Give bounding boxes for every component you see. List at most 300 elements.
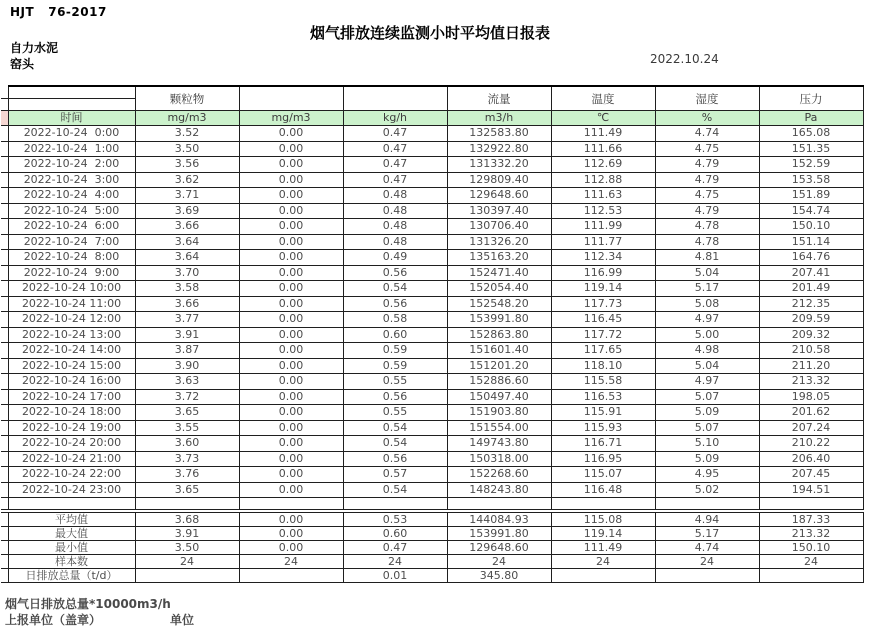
value-cell: 150497.40 <box>447 389 551 405</box>
unit-cell: mg/m3 <box>135 111 239 126</box>
time-cell: 2022-10-24 3:00 <box>8 172 135 188</box>
value-cell: 3.52 <box>135 126 239 142</box>
value-cell: 0.00 <box>239 467 343 483</box>
time-cell: 2022-10-24 20:00 <box>8 436 135 452</box>
pollutant-name-cell: 温度 <box>551 86 655 111</box>
value-cell: 0.00 <box>239 250 343 266</box>
table-row <box>1 467 863 483</box>
summary-value-cell: 4.94 <box>655 513 759 527</box>
summary-value-cell: 5.17 <box>655 527 759 541</box>
value-cell: 0.56 <box>343 451 447 467</box>
value-cell: 207.45 <box>759 467 863 483</box>
table-row <box>1 265 863 281</box>
value-cell: 0.00 <box>239 343 343 359</box>
value-cell: 150.10 <box>759 219 863 235</box>
summary-value-cell <box>551 569 655 583</box>
doc-code: HJT 76-2017 <box>10 5 107 19</box>
summary-value-cell: 24 <box>343 555 447 569</box>
left-margin-cell <box>1 555 8 569</box>
summary-value-cell: 24 <box>759 555 863 569</box>
table-row <box>1 296 863 312</box>
summary-value-cell: 3.91 <box>135 527 239 541</box>
value-cell: 131326.20 <box>447 234 551 250</box>
value-cell: 0.60 <box>343 327 447 343</box>
summary-value-cell: 115.08 <box>551 513 655 527</box>
pollutant-name-cell: 颗粒物 <box>135 86 239 111</box>
value-cell: 0.47 <box>343 126 447 142</box>
value-cell: 151201.20 <box>447 358 551 374</box>
time-cell: 2022-10-24 6:00 <box>8 219 135 235</box>
table-row <box>1 374 863 390</box>
left-margin-cell <box>1 374 8 390</box>
value-cell: 3.58 <box>135 281 239 297</box>
value-cell: 4.74 <box>655 126 759 142</box>
summary-value-cell: 153991.80 <box>447 527 551 541</box>
value-cell: 115.93 <box>551 420 655 436</box>
summary-value-cell <box>135 569 239 583</box>
value-cell: 209.59 <box>759 312 863 328</box>
summary-value-cell: 187.33 <box>759 513 863 527</box>
value-cell: 0.00 <box>239 188 343 204</box>
left-margin-cell <box>1 203 8 219</box>
table-row <box>1 203 863 219</box>
summary-row <box>1 555 863 569</box>
value-cell: 4.78 <box>655 219 759 235</box>
table-row <box>1 250 863 266</box>
value-cell: 3.66 <box>135 219 239 235</box>
value-cell: 0.00 <box>239 126 343 142</box>
value-cell: 0.48 <box>343 203 447 219</box>
value-cell: 0.59 <box>343 343 447 359</box>
value-cell: 5.04 <box>655 265 759 281</box>
value-cell: 116.45 <box>551 312 655 328</box>
value-cell: 0.54 <box>343 482 447 498</box>
value-cell: 3.56 <box>135 157 239 173</box>
time-cell: 2022-10-24 15:00 <box>8 358 135 374</box>
value-cell: 0.56 <box>343 265 447 281</box>
summary-label-cell: 平均值 <box>8 513 135 527</box>
value-cell: 151601.40 <box>447 343 551 359</box>
value-cell: 3.73 <box>135 451 239 467</box>
left-margin-cell <box>1 541 8 555</box>
value-cell: 130706.40 <box>447 219 551 235</box>
left-margin-cell <box>1 99 8 111</box>
left-margin-cell <box>1 569 8 583</box>
value-cell: 0.00 <box>239 358 343 374</box>
value-cell: 111.99 <box>551 219 655 235</box>
value-cell: 3.64 <box>135 234 239 250</box>
value-cell: 0.57 <box>343 467 447 483</box>
value-cell: 0.55 <box>343 374 447 390</box>
value-cell: 3.63 <box>135 374 239 390</box>
left-margin-cell <box>1 389 8 405</box>
table-row <box>1 482 863 498</box>
unit-label: 单位 <box>170 613 195 627</box>
time-cell: 2022-10-24 5:00 <box>8 203 135 219</box>
pollutant-name-cell <box>239 86 343 111</box>
value-cell: 5.09 <box>655 405 759 421</box>
summary-value-cell: 24 <box>135 555 239 569</box>
time-header-split-bottom <box>8 99 135 111</box>
value-cell: 5.04 <box>655 358 759 374</box>
value-cell: 0.48 <box>343 219 447 235</box>
value-cell: 198.05 <box>759 389 863 405</box>
left-margin-cell <box>1 327 8 343</box>
left-margin-cell <box>1 420 8 436</box>
value-cell: 3.72 <box>135 389 239 405</box>
value-cell: 115.58 <box>551 374 655 390</box>
value-cell: 4.81 <box>655 250 759 266</box>
value-cell: 0.00 <box>239 281 343 297</box>
summary-label-cell: 最大值 <box>8 527 135 541</box>
value-cell: 0.00 <box>239 327 343 343</box>
table-row <box>1 420 863 436</box>
unit-cell: m3/h <box>447 111 551 126</box>
time-cell: 2022-10-24 9:00 <box>8 265 135 281</box>
table-row <box>1 405 863 421</box>
value-cell: 151.35 <box>759 141 863 157</box>
value-cell: 3.60 <box>135 436 239 452</box>
value-cell: 3.91 <box>135 327 239 343</box>
time-cell: 2022-10-24 7:00 <box>8 234 135 250</box>
value-cell: 116.48 <box>551 482 655 498</box>
table-row <box>1 157 863 173</box>
value-cell: 149743.80 <box>447 436 551 452</box>
summary-value-cell: 129648.60 <box>447 541 551 555</box>
value-cell: 0.00 <box>239 219 343 235</box>
value-cell: 4.78 <box>655 234 759 250</box>
time-cell: 2022-10-24 2:00 <box>8 157 135 173</box>
value-cell: 201.62 <box>759 405 863 421</box>
value-cell: 135163.20 <box>447 250 551 266</box>
summary-value-cell: 24 <box>239 555 343 569</box>
value-cell: 207.41 <box>759 265 863 281</box>
summary-label-cell: 日排放总量（t/d） <box>8 569 135 583</box>
value-cell: 129809.40 <box>447 172 551 188</box>
value-cell: 117.72 <box>551 327 655 343</box>
value-cell: 0.00 <box>239 420 343 436</box>
summary-value-cell: 345.80 <box>447 569 551 583</box>
summary-value-cell: 0.00 <box>239 527 343 541</box>
left-margin-cell <box>1 358 8 374</box>
value-cell: 131332.20 <box>447 157 551 173</box>
left-margin-cell <box>1 312 8 328</box>
table-row <box>1 436 863 452</box>
table-row <box>1 281 863 297</box>
value-cell: 0.59 <box>343 358 447 374</box>
summary-value-cell: 0.53 <box>343 513 447 527</box>
time-cell: 2022-10-24 8:00 <box>8 250 135 266</box>
value-cell: 5.10 <box>655 436 759 452</box>
summary-table <box>1 512 864 583</box>
left-margin-cell <box>1 281 8 297</box>
summary-label-cell: 样本数 <box>8 555 135 569</box>
left-margin-cell <box>1 157 8 173</box>
left-margin-cell <box>1 172 8 188</box>
value-cell: 152.59 <box>759 157 863 173</box>
summary-row <box>1 569 863 583</box>
company-name: 自力水泥 <box>10 41 59 55</box>
value-cell: 0.00 <box>239 234 343 250</box>
value-cell: 115.91 <box>551 405 655 421</box>
value-cell: 3.90 <box>135 358 239 374</box>
data-rows <box>1 126 863 498</box>
left-margin-cell <box>1 296 8 312</box>
summary-value-cell: 0.01 <box>343 569 447 583</box>
time-cell: 2022-10-24 1:00 <box>8 141 135 157</box>
unit-header-row <box>1 111 863 126</box>
value-cell: 5.07 <box>655 389 759 405</box>
summary-value-cell: 111.49 <box>551 541 655 555</box>
left-margin-cell <box>1 436 8 452</box>
value-cell: 0.00 <box>239 451 343 467</box>
value-cell: 0.54 <box>343 281 447 297</box>
value-cell: 201.49 <box>759 281 863 297</box>
time-cell: 2022-10-24 14:00 <box>8 343 135 359</box>
value-cell: 112.69 <box>551 157 655 173</box>
value-cell: 3.62 <box>135 172 239 188</box>
pollutant-name-cell: 压力 <box>759 86 863 111</box>
pollutant-header-row <box>1 86 863 99</box>
value-cell: 3.87 <box>135 343 239 359</box>
left-margin-cell <box>1 527 8 541</box>
report-unit-label: 上报单位（盖章） <box>5 613 102 627</box>
summary-value-cell <box>655 569 759 583</box>
value-cell: 132922.80 <box>447 141 551 157</box>
left-margin-cell <box>1 234 8 250</box>
value-cell: 118.10 <box>551 358 655 374</box>
value-cell: 0.58 <box>343 312 447 328</box>
time-cell: 2022-10-24 17:00 <box>8 389 135 405</box>
left-margin-cell <box>1 467 8 483</box>
value-cell: 5.07 <box>655 420 759 436</box>
value-cell: 5.17 <box>655 281 759 297</box>
value-cell: 0.00 <box>239 172 343 188</box>
value-cell: 151.89 <box>759 188 863 204</box>
report-title: 烟气排放连续监测小时平均值日报表 <box>309 24 550 42</box>
table-row <box>1 389 863 405</box>
summary-value-cell: 150.10 <box>759 541 863 555</box>
value-cell: 3.50 <box>135 141 239 157</box>
value-cell: 0.00 <box>239 312 343 328</box>
value-cell: 116.53 <box>551 389 655 405</box>
left-margin-cell <box>1 86 8 99</box>
summary-value-cell: 119.14 <box>551 527 655 541</box>
value-cell: 111.77 <box>551 234 655 250</box>
value-cell: 116.99 <box>551 265 655 281</box>
value-cell: 0.00 <box>239 405 343 421</box>
time-header-split-top <box>8 86 135 99</box>
value-cell: 206.40 <box>759 451 863 467</box>
unit-cell: kg/h <box>343 111 447 126</box>
report-date: 2022.10.24 <box>650 52 719 66</box>
value-cell: 0.00 <box>239 436 343 452</box>
value-cell: 3.55 <box>135 420 239 436</box>
value-cell: 3.66 <box>135 296 239 312</box>
value-cell: 207.24 <box>759 420 863 436</box>
summary-value-cell: 0.47 <box>343 541 447 555</box>
time-cell: 2022-10-24 18:00 <box>8 405 135 421</box>
pollutant-name-cell: 湿度 <box>655 86 759 111</box>
value-cell: 0.47 <box>343 157 447 173</box>
value-cell: 152268.60 <box>447 467 551 483</box>
table-row <box>1 172 863 188</box>
value-cell: 154.74 <box>759 203 863 219</box>
time-cell: 2022-10-24 4:00 <box>8 188 135 204</box>
unit-cell: ℃ <box>551 111 655 126</box>
left-margin-cell <box>1 405 8 421</box>
value-cell: 210.58 <box>759 343 863 359</box>
value-cell: 5.08 <box>655 296 759 312</box>
value-cell: 3.76 <box>135 467 239 483</box>
value-cell: 153991.80 <box>447 312 551 328</box>
value-cell: 0.47 <box>343 141 447 157</box>
left-margin-cell <box>1 141 8 157</box>
left-margin-cell <box>1 111 8 126</box>
value-cell: 129648.60 <box>447 188 551 204</box>
monitoring-table <box>1 85 864 510</box>
left-margin-cell <box>1 343 8 359</box>
empty-row <box>1 498 863 510</box>
value-cell: 4.75 <box>655 188 759 204</box>
value-cell: 0.00 <box>239 157 343 173</box>
summary-value-cell: 0.00 <box>239 541 343 555</box>
value-cell: 0.56 <box>343 389 447 405</box>
summary-row <box>1 527 863 541</box>
value-cell: 116.95 <box>551 451 655 467</box>
value-cell: 211.20 <box>759 358 863 374</box>
value-cell: 0.00 <box>239 482 343 498</box>
value-cell: 132583.80 <box>447 126 551 142</box>
value-cell: 3.71 <box>135 188 239 204</box>
value-cell: 0.54 <box>343 420 447 436</box>
summary-value-cell <box>239 569 343 583</box>
time-cell: 2022-10-24 19:00 <box>8 420 135 436</box>
value-cell: 3.69 <box>135 203 239 219</box>
note-total-emission: 烟气日排放总量*10000m3/h <box>5 597 171 611</box>
summary-value-cell: 24 <box>447 555 551 569</box>
value-cell: 0.54 <box>343 436 447 452</box>
unit-cell: 时间 <box>8 111 135 126</box>
value-cell: 0.00 <box>239 141 343 157</box>
left-margin-cell <box>1 498 8 510</box>
left-margin-cell <box>1 250 8 266</box>
summary-value-cell: 24 <box>551 555 655 569</box>
value-cell: 119.14 <box>551 281 655 297</box>
station-name: 窑头 <box>10 57 35 71</box>
value-cell: 115.07 <box>551 467 655 483</box>
unit-cell: Pa <box>759 111 863 126</box>
table-row <box>1 234 863 250</box>
value-cell: 117.73 <box>551 296 655 312</box>
summary-value-cell: 3.50 <box>135 541 239 555</box>
value-cell: 209.32 <box>759 327 863 343</box>
summary-value-cell: 0.00 <box>239 513 343 527</box>
value-cell: 152054.40 <box>447 281 551 297</box>
left-margin-cell <box>1 482 8 498</box>
value-cell: 210.22 <box>759 436 863 452</box>
time-cell: 2022-10-24 22:00 <box>8 467 135 483</box>
value-cell: 148243.80 <box>447 482 551 498</box>
value-cell: 4.97 <box>655 374 759 390</box>
unit-cell: mg/m3 <box>239 111 343 126</box>
table-row <box>1 188 863 204</box>
value-cell: 4.98 <box>655 343 759 359</box>
summary-label-cell: 最小值 <box>8 541 135 555</box>
value-cell: 112.34 <box>551 250 655 266</box>
value-cell: 0.47 <box>343 172 447 188</box>
pollutant-name-cell: 流量 <box>447 86 551 111</box>
left-margin-cell <box>1 513 8 527</box>
left-margin-cell <box>1 451 8 467</box>
value-cell: 213.32 <box>759 374 863 390</box>
value-cell: 164.76 <box>759 250 863 266</box>
value-cell: 4.79 <box>655 157 759 173</box>
value-cell: 0.00 <box>239 389 343 405</box>
table-row <box>1 358 863 374</box>
summary-rows <box>1 513 863 583</box>
summary-value-cell: 144084.93 <box>447 513 551 527</box>
left-margin-cell <box>1 188 8 204</box>
summary-value-cell: 213.32 <box>759 527 863 541</box>
value-cell: 165.08 <box>759 126 863 142</box>
value-cell: 0.00 <box>239 374 343 390</box>
time-cell: 2022-10-24 10:00 <box>8 281 135 297</box>
time-cell: 2022-10-24 13:00 <box>8 327 135 343</box>
value-cell: 5.00 <box>655 327 759 343</box>
value-cell: 3.64 <box>135 250 239 266</box>
value-cell: 117.65 <box>551 343 655 359</box>
value-cell: 111.49 <box>551 126 655 142</box>
summary-value-cell <box>759 569 863 583</box>
time-cell: 2022-10-24 16:00 <box>8 374 135 390</box>
value-cell: 151903.80 <box>447 405 551 421</box>
summary-row <box>1 541 863 555</box>
table-row <box>1 451 863 467</box>
value-cell: 0.00 <box>239 265 343 281</box>
value-cell: 116.71 <box>551 436 655 452</box>
value-cell: 212.35 <box>759 296 863 312</box>
value-cell: 152471.40 <box>447 265 551 281</box>
time-cell: 2022-10-24 0:00 <box>8 126 135 142</box>
table-row <box>1 327 863 343</box>
value-cell: 3.65 <box>135 405 239 421</box>
value-cell: 151554.00 <box>447 420 551 436</box>
table-row <box>1 312 863 328</box>
pollutant-name-cell <box>343 86 447 111</box>
value-cell: 4.79 <box>655 172 759 188</box>
value-cell: 151.14 <box>759 234 863 250</box>
value-cell: 153.58 <box>759 172 863 188</box>
value-cell: 152863.80 <box>447 327 551 343</box>
left-margin-cell <box>1 126 8 142</box>
summary-value-cell: 0.60 <box>343 527 447 541</box>
summary-value-cell: 4.74 <box>655 541 759 555</box>
value-cell: 152548.20 <box>447 296 551 312</box>
value-cell: 112.53 <box>551 203 655 219</box>
value-cell: 0.00 <box>239 296 343 312</box>
table-row <box>1 343 863 359</box>
time-cell: 2022-10-24 21:00 <box>8 451 135 467</box>
table-row <box>1 141 863 157</box>
left-margin-cell <box>1 219 8 235</box>
value-cell: 112.88 <box>551 172 655 188</box>
table-row <box>1 219 863 235</box>
value-cell: 4.95 <box>655 467 759 483</box>
value-cell: 0.56 <box>343 296 447 312</box>
value-cell: 111.63 <box>551 188 655 204</box>
value-cell: 4.97 <box>655 312 759 328</box>
